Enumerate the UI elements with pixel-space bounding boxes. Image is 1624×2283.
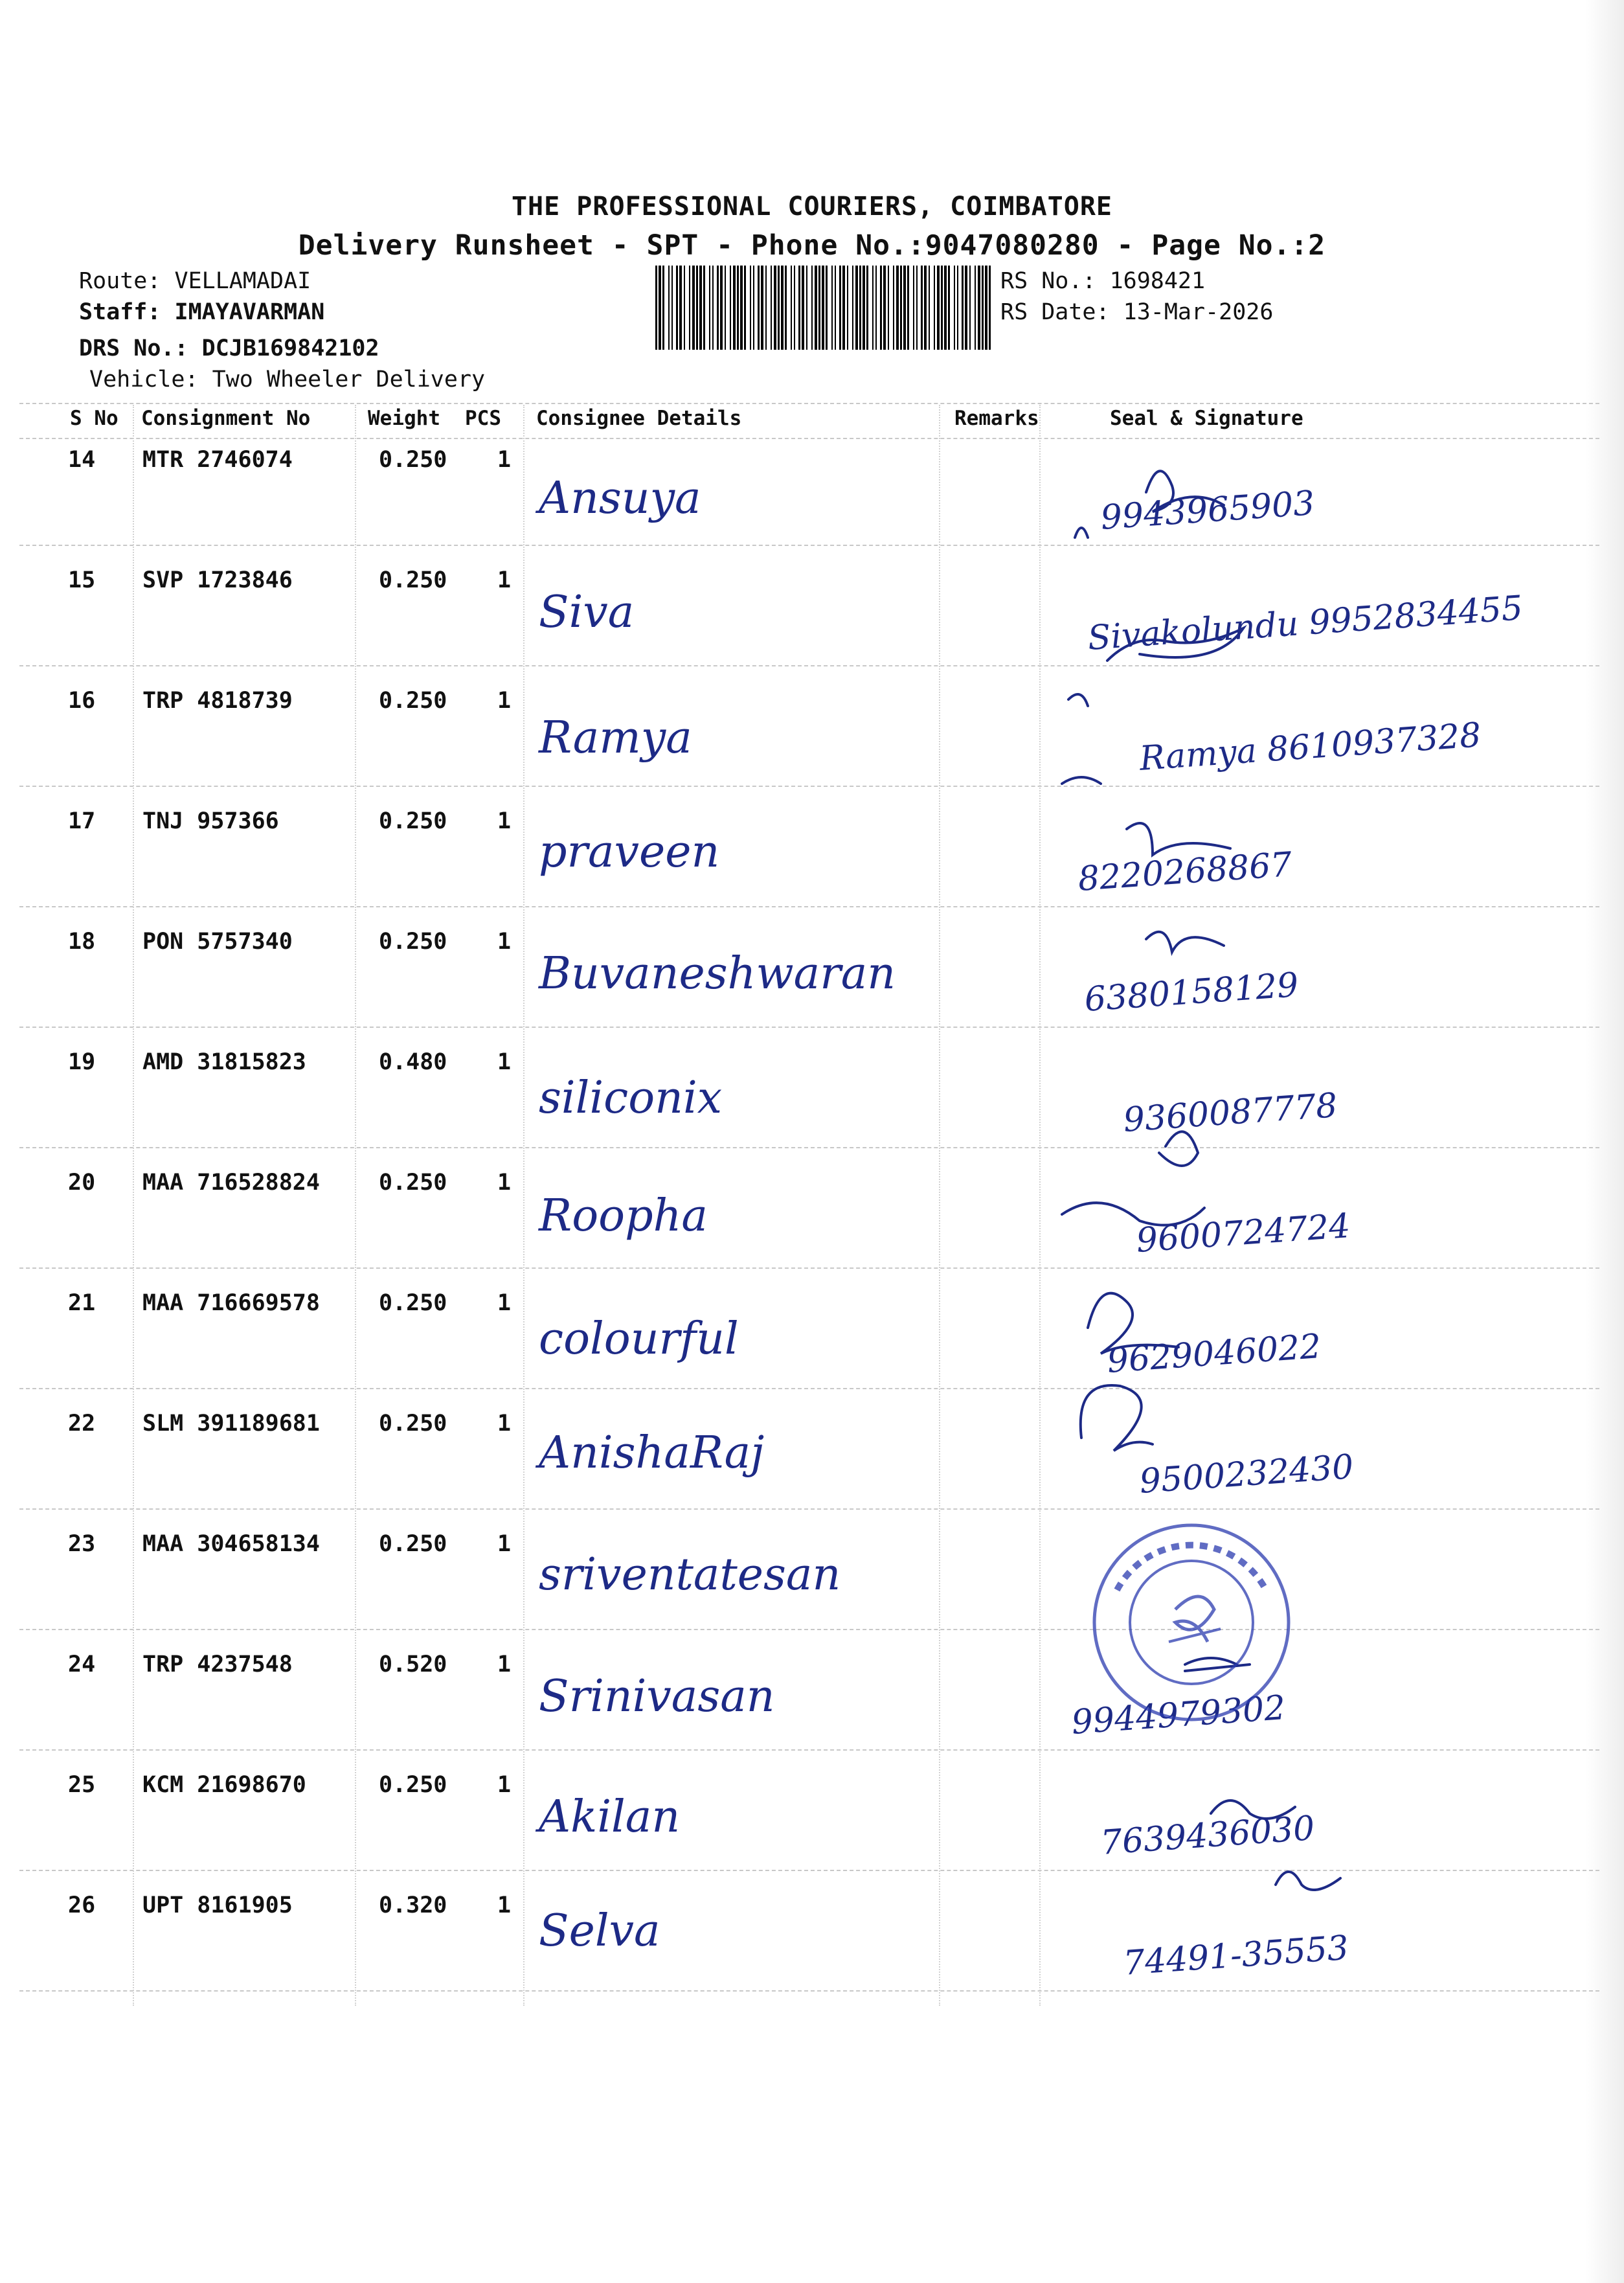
barcode-bar xyxy=(662,266,664,350)
cell-sno: 15 xyxy=(68,567,96,593)
scan-edge-shadow xyxy=(1585,0,1624,2283)
barcode-bar xyxy=(859,266,861,350)
barcode-bar xyxy=(696,266,698,350)
barcode-bar xyxy=(982,266,984,350)
barcode-bar xyxy=(941,266,943,350)
barcode-bar xyxy=(689,266,690,350)
cell-consignment: TRP 4237548 xyxy=(142,1652,293,1677)
barcode-bar xyxy=(753,266,754,350)
signature-text: 6380158129 xyxy=(1083,965,1300,1019)
barcode-bar xyxy=(692,266,695,350)
cell-weight: 0.250 xyxy=(379,1170,447,1196)
cell-consignment: SLM 391189681 xyxy=(142,1411,320,1437)
cell-weight: 0.250 xyxy=(379,808,447,834)
cell-pcs: 1 xyxy=(497,1772,512,1798)
barcode-bar xyxy=(852,266,853,350)
signature-text: Sivakolundu 9952834455 xyxy=(1086,589,1524,658)
barcode-bar xyxy=(924,266,927,350)
cell-sno: 17 xyxy=(68,808,96,834)
barcode-bar xyxy=(733,266,736,350)
cell-pcs: 1 xyxy=(497,447,512,473)
signature-text: 74491-35553 xyxy=(1122,1928,1350,1983)
barcode-bar xyxy=(794,266,795,350)
barcode-bar xyxy=(907,266,909,350)
barcode-bar xyxy=(847,266,848,350)
barcode-bar xyxy=(765,266,767,350)
vehicle-label: Vehicle: Two Wheeler Delivery xyxy=(89,367,486,392)
cell-sno: 14 xyxy=(68,447,96,473)
barcode-bar xyxy=(655,266,657,350)
cell-weight: 0.250 xyxy=(379,688,447,714)
col-header-sno: S No xyxy=(70,407,118,430)
signature-text: 8220268867 xyxy=(1076,845,1294,899)
cell-weight: 0.250 xyxy=(379,1411,447,1437)
barcode-bar xyxy=(896,266,899,350)
cell-pcs: 1 xyxy=(497,1049,512,1075)
cell-weight: 0.250 xyxy=(379,1290,447,1316)
cell-weight: 0.250 xyxy=(379,1772,447,1798)
barcode-bar xyxy=(822,266,824,350)
cell-consignment: KCM 21698670 xyxy=(142,1772,306,1798)
column-divider xyxy=(1039,405,1041,2006)
cell-consignment: TRP 4818739 xyxy=(142,688,293,714)
barcode-bar xyxy=(957,266,958,350)
barcode-bar xyxy=(900,266,902,350)
column-divider xyxy=(133,405,134,2006)
cell-pcs: 1 xyxy=(497,808,512,834)
cell-consignment: PON 5757340 xyxy=(142,929,293,955)
signature-text: 9360087778 xyxy=(1122,1085,1339,1140)
cell-sno: 21 xyxy=(68,1290,96,1316)
cell-pcs: 1 xyxy=(497,567,512,593)
column-divider xyxy=(939,405,940,2006)
barcode-bar xyxy=(778,266,780,350)
barcode-bar xyxy=(863,266,865,350)
barcode-bar xyxy=(659,266,661,350)
barcode-bar xyxy=(725,266,726,350)
barcode-bar xyxy=(750,266,751,350)
cell-consignee: Siva xyxy=(539,587,635,638)
barcode-bar xyxy=(880,266,882,350)
rs-date: RS Date: 13-Mar-2026 xyxy=(1000,299,1274,325)
barcode-bar xyxy=(883,266,886,350)
barcode-bar xyxy=(703,266,705,350)
barcode-bar xyxy=(962,266,964,350)
barcode-bar xyxy=(839,266,841,350)
barcode-bar xyxy=(893,266,894,350)
barcode-bar xyxy=(937,266,940,350)
barcode-bar xyxy=(699,266,702,350)
barcode-bar xyxy=(944,266,947,350)
barcode-bar xyxy=(921,266,923,350)
cell-pcs: 1 xyxy=(497,1170,512,1196)
barcode-bar xyxy=(781,266,784,350)
barcode-bar xyxy=(802,266,804,350)
company-seal-stamp xyxy=(1078,1512,1305,1732)
barcode-bar xyxy=(771,266,772,350)
barcode-bar xyxy=(978,266,980,350)
barcode-bar xyxy=(806,266,807,350)
cell-consignment: SVP 1723846 xyxy=(142,567,293,593)
barcode-bar xyxy=(875,266,877,350)
barcode-bar xyxy=(872,266,874,350)
barcode-bar xyxy=(798,266,800,350)
barcode-bar xyxy=(835,266,836,350)
barcode-bar xyxy=(791,266,792,350)
signature-text: 9944979302 xyxy=(1070,1688,1287,1742)
barcode-bar xyxy=(679,266,682,350)
header-divider xyxy=(19,403,1599,404)
barcode-bar xyxy=(826,266,828,350)
barcode-bar xyxy=(985,266,987,350)
cell-sno: 24 xyxy=(68,1652,96,1677)
barcode-bar xyxy=(709,266,710,350)
barcode-bar xyxy=(818,266,820,350)
barcode-bar xyxy=(717,266,719,350)
barcode-bar xyxy=(737,266,739,350)
barcode-bar xyxy=(965,266,967,350)
cell-sno: 23 xyxy=(68,1531,96,1557)
cell-consignee: Ansuya xyxy=(539,473,701,524)
cell-weight: 0.250 xyxy=(379,447,447,473)
column-divider xyxy=(523,405,524,2006)
col-header-pcs: PCS xyxy=(465,407,501,430)
cell-consignment: AMD 31815823 xyxy=(142,1049,306,1075)
barcode-bar xyxy=(815,266,817,350)
barcode-bar xyxy=(855,266,858,350)
row-divider xyxy=(19,438,1599,439)
col-header-seal: Seal & Signature xyxy=(1110,407,1303,430)
cell-consignee: Selva xyxy=(539,1905,660,1957)
cell-consignment: MAA 716669578 xyxy=(142,1290,320,1316)
signature-text: 9943965903 xyxy=(1099,483,1316,538)
signature-text: 9629046022 xyxy=(1105,1326,1323,1381)
barcode-bar xyxy=(948,266,950,350)
cell-pcs: 1 xyxy=(497,929,512,955)
col-header-remarks: Remarks xyxy=(954,407,1039,430)
cell-consignment: MAA 304658134 xyxy=(142,1531,320,1557)
cell-sno: 20 xyxy=(68,1170,96,1196)
cell-weight: 0.250 xyxy=(379,567,447,593)
cell-pcs: 1 xyxy=(497,1531,512,1557)
col-header-consignment: Consignment No xyxy=(141,407,311,430)
barcode-bar xyxy=(811,266,813,350)
signature-text: Ramya 8610937328 xyxy=(1138,716,1483,778)
cell-pcs: 1 xyxy=(497,688,512,714)
cell-sno: 16 xyxy=(68,688,96,714)
signature-text: 9600724724 xyxy=(1134,1206,1352,1260)
cell-pcs: 1 xyxy=(497,1892,512,1918)
cell-sno: 22 xyxy=(68,1411,96,1437)
rs-number: RS No.: 1698421 xyxy=(1000,268,1206,294)
barcode-bar xyxy=(975,266,976,350)
cell-pcs: 1 xyxy=(497,1652,512,1677)
barcode-bar xyxy=(989,266,991,350)
barcode-bar xyxy=(671,266,673,350)
barcode-bar xyxy=(916,266,918,350)
cell-consignee: Akilan xyxy=(539,1791,681,1843)
barcode-bar xyxy=(761,266,763,350)
signature-scribbles xyxy=(1049,447,1515,2001)
barcode-bar xyxy=(903,266,906,350)
barcode-bar xyxy=(929,266,930,350)
barcode-bar xyxy=(888,266,889,350)
barcode-bar xyxy=(913,266,914,350)
barcode-bar xyxy=(842,266,845,350)
barcode-graphic xyxy=(655,266,995,350)
cell-sno: 26 xyxy=(68,1892,96,1918)
cell-consignee: Buvaneshwaran xyxy=(539,948,896,999)
barcode-bar xyxy=(744,266,746,350)
col-header-weight: Weight xyxy=(368,407,440,430)
barcode-bar xyxy=(730,266,731,350)
barcode-bar xyxy=(676,266,678,350)
cell-consignee: siliconix xyxy=(539,1073,723,1124)
barcode-bar xyxy=(954,266,955,350)
staff-label: Staff: IMAYAVARMAN xyxy=(79,299,325,325)
cell-pcs: 1 xyxy=(497,1411,512,1437)
signature-text: 7639436030 xyxy=(1099,1808,1316,1863)
barcode-bar xyxy=(831,266,833,350)
cell-sno: 18 xyxy=(68,929,96,955)
runsheet-subtitle: Delivery Runsheet - SPT - Phone No.:9047080280 - Page No.:2 xyxy=(298,229,1326,262)
route-label: Route: VELLAMADAI xyxy=(79,268,311,294)
cell-consignment: TNJ 957366 xyxy=(142,808,279,834)
barcode-bar xyxy=(774,266,776,350)
cell-consignee: AnishaRaj xyxy=(539,1427,765,1479)
cell-sno: 25 xyxy=(68,1772,96,1798)
cell-pcs: 1 xyxy=(497,1290,512,1316)
column-divider xyxy=(355,405,356,2006)
barcode-bar xyxy=(684,266,685,350)
cell-weight: 0.480 xyxy=(379,1049,447,1075)
cell-consignment: MTR 2746074 xyxy=(142,447,293,473)
col-header-consignee: Consignee Details xyxy=(536,407,742,430)
barcode-bar xyxy=(668,266,670,350)
barcode-bar xyxy=(740,266,743,350)
barcode-bar xyxy=(969,266,971,350)
cell-sno: 19 xyxy=(68,1049,96,1075)
company-title: THE PROFESSIONAL COURIERS, COIMBATORE xyxy=(511,192,1113,221)
cell-consignee: Ramya xyxy=(539,712,692,764)
cell-consignment: UPT 8161905 xyxy=(142,1892,293,1918)
barcode-bar xyxy=(712,266,714,350)
drs-number: DRS No.: DCJB169842102 xyxy=(79,335,379,361)
cell-consignee: Srinivasan xyxy=(539,1671,775,1722)
barcode-bar xyxy=(866,266,868,350)
cell-consignee: praveen xyxy=(539,826,720,878)
cell-consignee: Roopha xyxy=(539,1190,708,1242)
barcode-bar xyxy=(720,266,723,350)
barcode-bar xyxy=(758,266,760,350)
cell-weight: 0.250 xyxy=(379,929,447,955)
cell-consignment: MAA 716528824 xyxy=(142,1170,320,1196)
cell-consignee: sriventatesan xyxy=(539,1549,841,1600)
cell-weight: 0.520 xyxy=(379,1652,447,1677)
cell-weight: 0.250 xyxy=(379,1531,447,1557)
cell-consignee: colourful xyxy=(539,1313,739,1365)
barcode-bar xyxy=(934,266,935,350)
signature-text: 9500232430 xyxy=(1138,1447,1355,1501)
cell-weight: 0.320 xyxy=(379,1892,447,1918)
barcode-bar xyxy=(785,266,787,350)
